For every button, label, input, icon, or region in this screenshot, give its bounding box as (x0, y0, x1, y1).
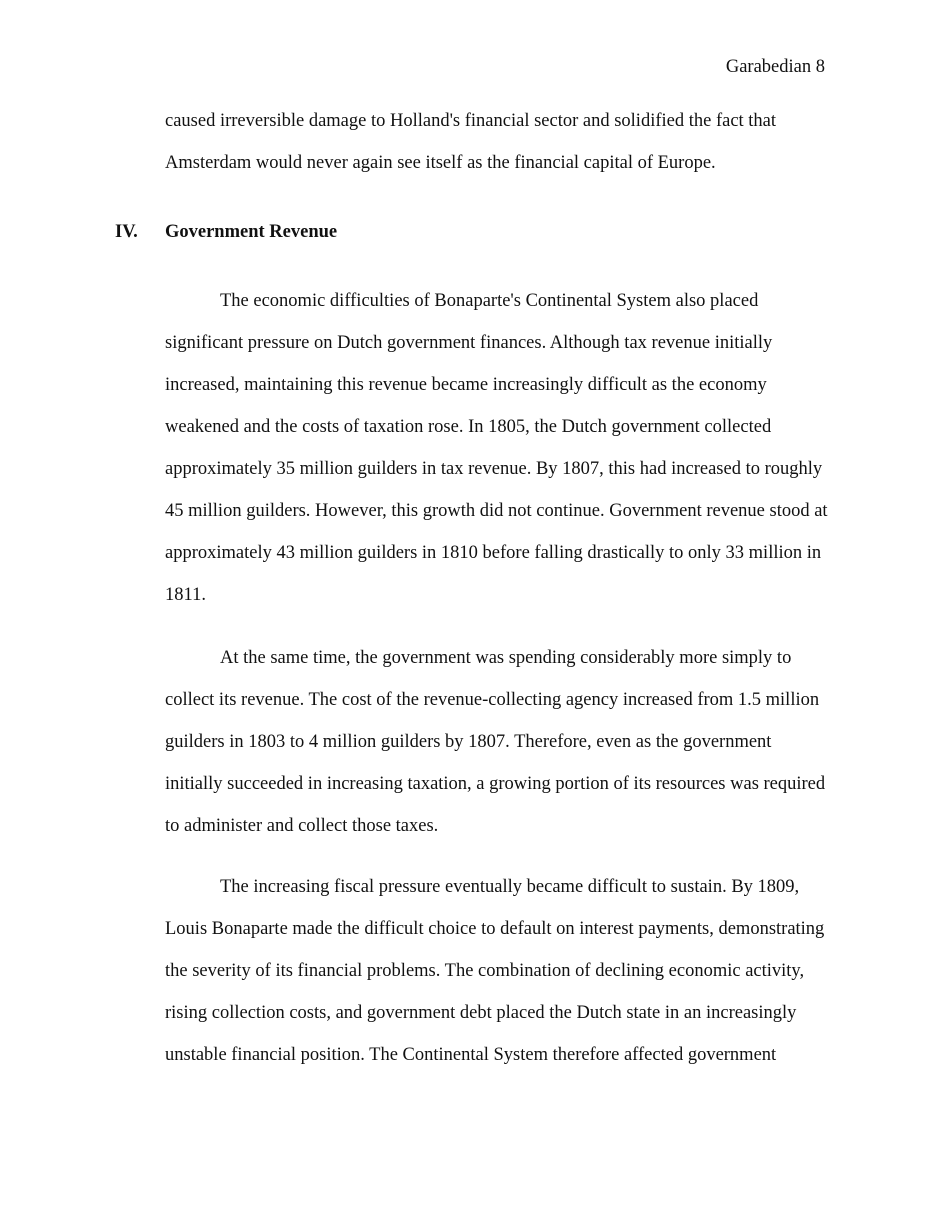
section-title: Government Revenue (165, 222, 338, 242)
text-line: The increasing fiscal pressure eventually became difficult to sustain. By 1809, (220, 877, 800, 897)
text-line: collect its revenue. The cost of the revenue-collecting agency increased from 1.5 million (165, 690, 820, 710)
text-line: guilders in 1803 to 4 million guilders by 1807. Therefore, even as the government (165, 732, 772, 752)
paragraph-2 (165, 637, 835, 847)
text-line: 1811. (165, 585, 206, 605)
text-line: unstable financial position. The Continental System therefore affected government (165, 1045, 777, 1065)
text-line: increased, maintaining this revenue became increasingly difficult as the economy (165, 375, 767, 395)
text-line: approximately 35 million guilders in tax revenue. By 1807, this had increased to roughly (165, 459, 823, 479)
section-number: IV. (115, 222, 138, 242)
carryover-paragraph (165, 100, 835, 184)
text-line: caused irreversible damage to Holland's financial sector and solidified the fact that (165, 111, 777, 131)
running-head: Garabedian 8 (725, 57, 825, 77)
text-line: 45 million guilders. However, this growth did not continue. Government revenue stood at (165, 501, 828, 521)
text-line: the severity of its financial problems. The combination of declining economic activity, (165, 961, 805, 981)
text-line: to administer and collect those taxes. (165, 816, 439, 836)
text-line: Amsterdam would never again see itself as the financial capital of Europe. (165, 153, 716, 173)
text-line: weakened and the costs of taxation rose. In 1805, the Dutch government collected (165, 417, 772, 437)
paragraph-1 (165, 280, 835, 616)
text-line: significant pressure on Dutch government finances. Although tax revenue initially (165, 333, 773, 353)
paragraph-3 (165, 866, 835, 1076)
text-line: approximately 43 million guilders in 1810 before falling drastically to only 33 million in (165, 543, 822, 563)
text-line: The economic difficulties of Bonaparte's Continental System also placed (220, 291, 759, 311)
text-line: Louis Bonaparte made the difficult choice to default on interest payments, demonstrating (165, 919, 825, 939)
text-line: At the same time, the government was spending considerably more simply to (220, 648, 792, 668)
text-line: initially succeeded in increasing taxation, a growing portion of its resources was required (165, 774, 826, 794)
text-line: rising collection costs, and government debt placed the Dutch state in an increasingly (165, 1003, 797, 1023)
section-heading (115, 221, 337, 243)
